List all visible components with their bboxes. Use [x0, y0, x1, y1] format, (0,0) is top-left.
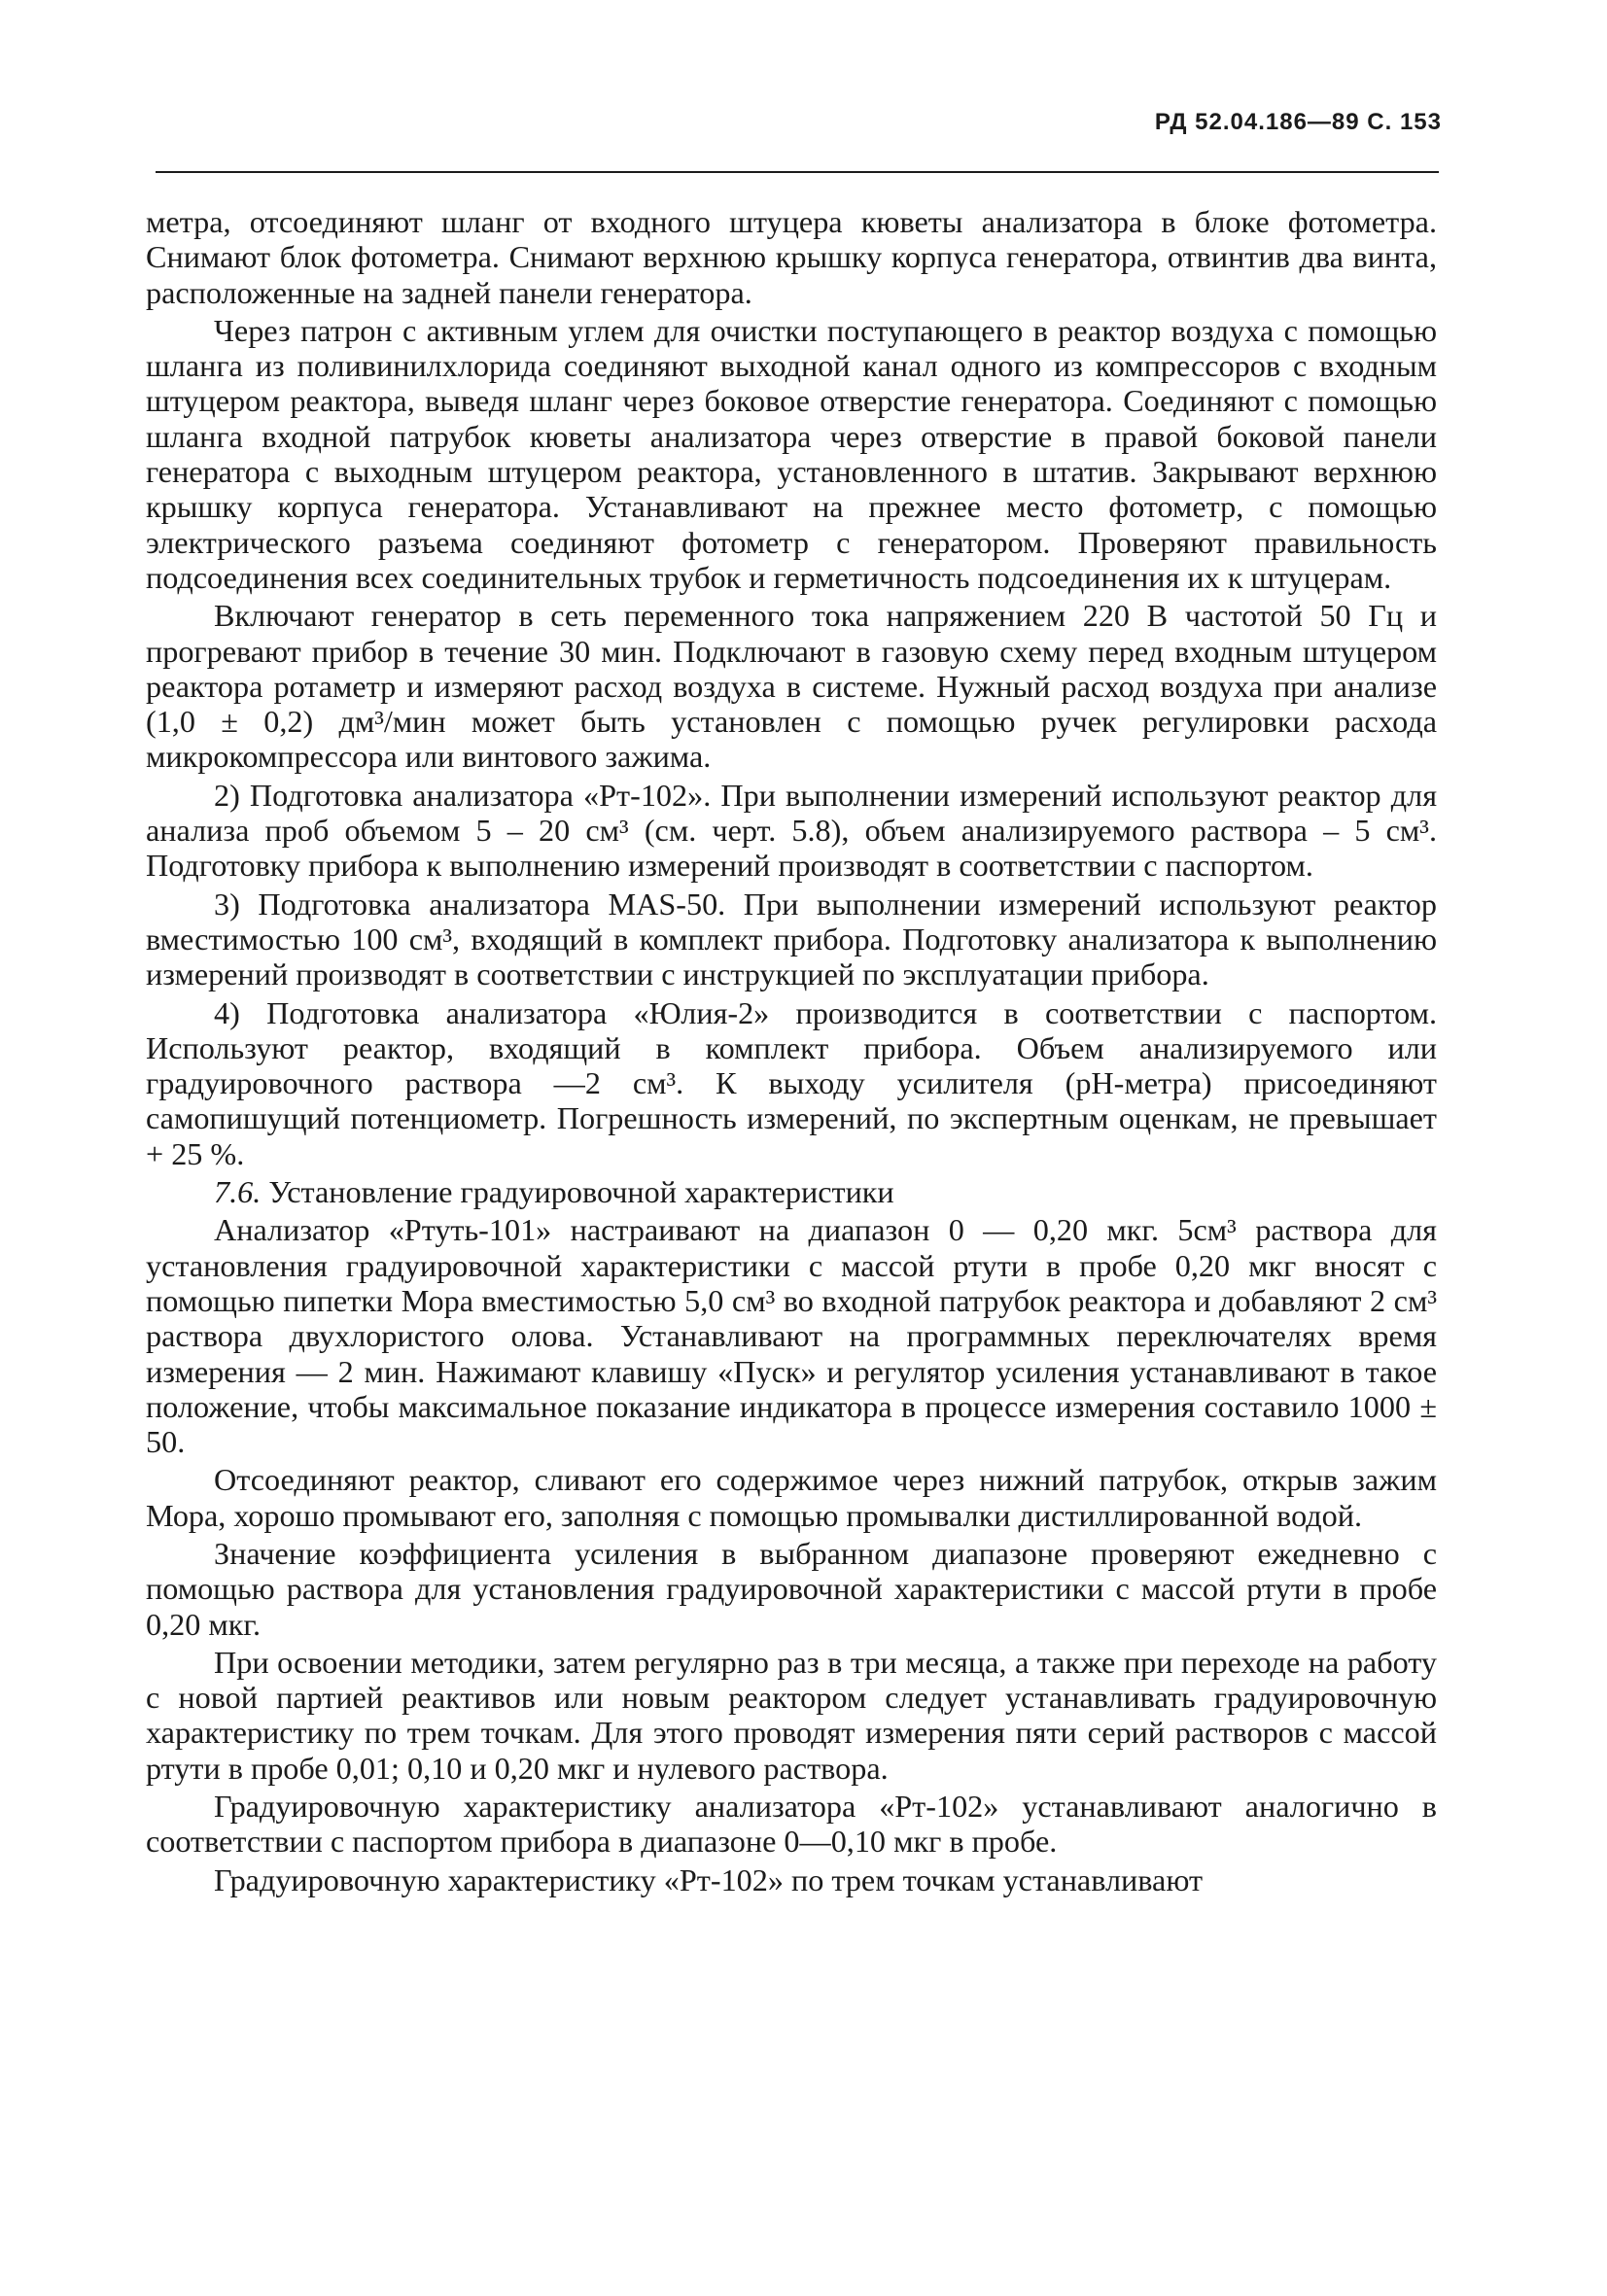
- paragraph-generator: Включают генератор в сеть переменного тока напряжением 220 В частотой 50 Гц и прогревают прибор в течение 30 мин. Подключают в газовую схему перед входным штуцером реактора ротаметр и измеряют расход воздуха в системе. Нужный расход воздуха при анализе (1,0 ± 0,2) дм³/мин может быть установлен с помощью ручек регулировки расхода микрокомпрессора или винтового зажима.: [146, 598, 1437, 775]
- document-body: [146, 204, 1437, 1900]
- paragraph-connection: Через патрон с активным углем для очистки поступающего в реактор воздуха с помощью шланга из поливинилхлорида соединяют выходной канал одного из компрессоров с входным штуцером реактора, выведя шланг через боковое отверстие генератора. Соединяют с помощью шланга входной патрубок кюветы анализатора через отверстие в правой боковой панели генератора с выходным штуцером реактора, установленного в штатив. Закрывают верхнюю крышку корпуса генератора. Устанавливают на прежнее место фотометр, с помощью электрического разъема соединяют фотометр с генератором. Проверяют правильность подсоединения всех соединительных трубок и герметичность подсоединения их к штуцерам.: [146, 312, 1437, 595]
- paragraph-rt102-three-points: Градуировочную характеристику «Рт-102» по трем точкам устанавливают: [214, 1861, 1204, 1897]
- paragraph-three-points: При освоении методики, затем регулярно раз в три месяца, а также при переходе на работу с новой партией реактивов или новым реактором следует устанавливать градуировочную характеристику по трем точкам. Для этого проводят измерения пяти серий растворов с массой ртути в пробе 0,01; 0,10 и 0,20 мкг и нулевого раствора.: [146, 1644, 1437, 1786]
- section-title: Установление градуировочной характеристики: [268, 1174, 894, 1210]
- paragraph-gain-check: Значение коэффициента усиления в выбранном диапазоне проверяют ежедневно с помощью раствора для установления градуировочной характеристики с массой ртути в пробе 0,20 мкг.: [146, 1535, 1437, 1642]
- paragraph-item-3: 3) Подготовка анализатора MAS-50. При выполнении измерений используют реактор вместимостью 100 см³, входящий в комплект прибора. Подготовку анализатора к выполнению измерений производят в соответствии с инструкцией по эксплуатации прибора.: [146, 886, 1437, 992]
- paragraph-item-4: 4) Подготовка анализатора «Юлия-2» производится в соответствии с паспортом. Используют реактор, входящий в комплект прибора. Объем анализируемого или градуировочного раствора —2 см³. К выходу усилителя (pH-метра) присоединяют самопишущий потенциометр. Погрешность измерений, по экспертным оценкам, не превышает + 25 %.: [146, 994, 1437, 1171]
- header-rule: [156, 171, 1439, 173]
- paragraph-item-2: 2) Подготовка анализатора «Рт-102». При выполнении измерений используют реактор для анализа проб объемом 5 – 20 см³ (см. черт. 5.8), объем анализируемого раствора – 5 см³. Подготовку прибора к выполнению измерений производят в соответствии с паспортом.: [146, 777, 1437, 884]
- paragraph-disconnect: Отсоединяют реактор, сливают его содержимое через нижний патрубок, открыв зажим Мора, хорошо промывают его, заполняя с помощью промывалки дистиллированной водой.: [146, 1462, 1437, 1533]
- section-number: 7.6.: [214, 1174, 262, 1210]
- paragraph-continuation: метра, отсоединяют шланг от входного штуцера кюветы анализатора в блоке фотометра. Снимают блок фотометра. Снимают верхнюю крышку корпуса генератора, отвинтив два винта, расположенные на задней панели генератора.: [146, 204, 1437, 310]
- paragraph-rt102-calibration: Градуировочную характеристику анализатора «Рт-102» устанавливают аналогично в соответствии с паспортом прибора в диапазоне 0—0,10 мкг в пробе.: [146, 1789, 1437, 1860]
- page-header: РД 52.04.186—89 С. 153: [1154, 109, 1442, 135]
- section-heading: [146, 1174, 1437, 1209]
- paragraph-calibration: Анализатор «Ртуть-101» настраивают на диапазон 0 — 0,20 мкг. 5см³ раствора для установления градуировочной характеристики с массой ртути в пробе 0,20 мкг вносят с помощью пипетки Мора вместимостью 5,0 см³ во входной патрубок реактора и добавляют 2 см³ раствора двухлористого олова. Устанавливают на программных переключателях время измерения — 2 мин. Нажимают клавишу «Пуск» и регулятор усиления устанавливают в такое положение, чтобы максимальное показание индикатора в процессе измерения составило 1000 ± 50.: [146, 1212, 1437, 1460]
